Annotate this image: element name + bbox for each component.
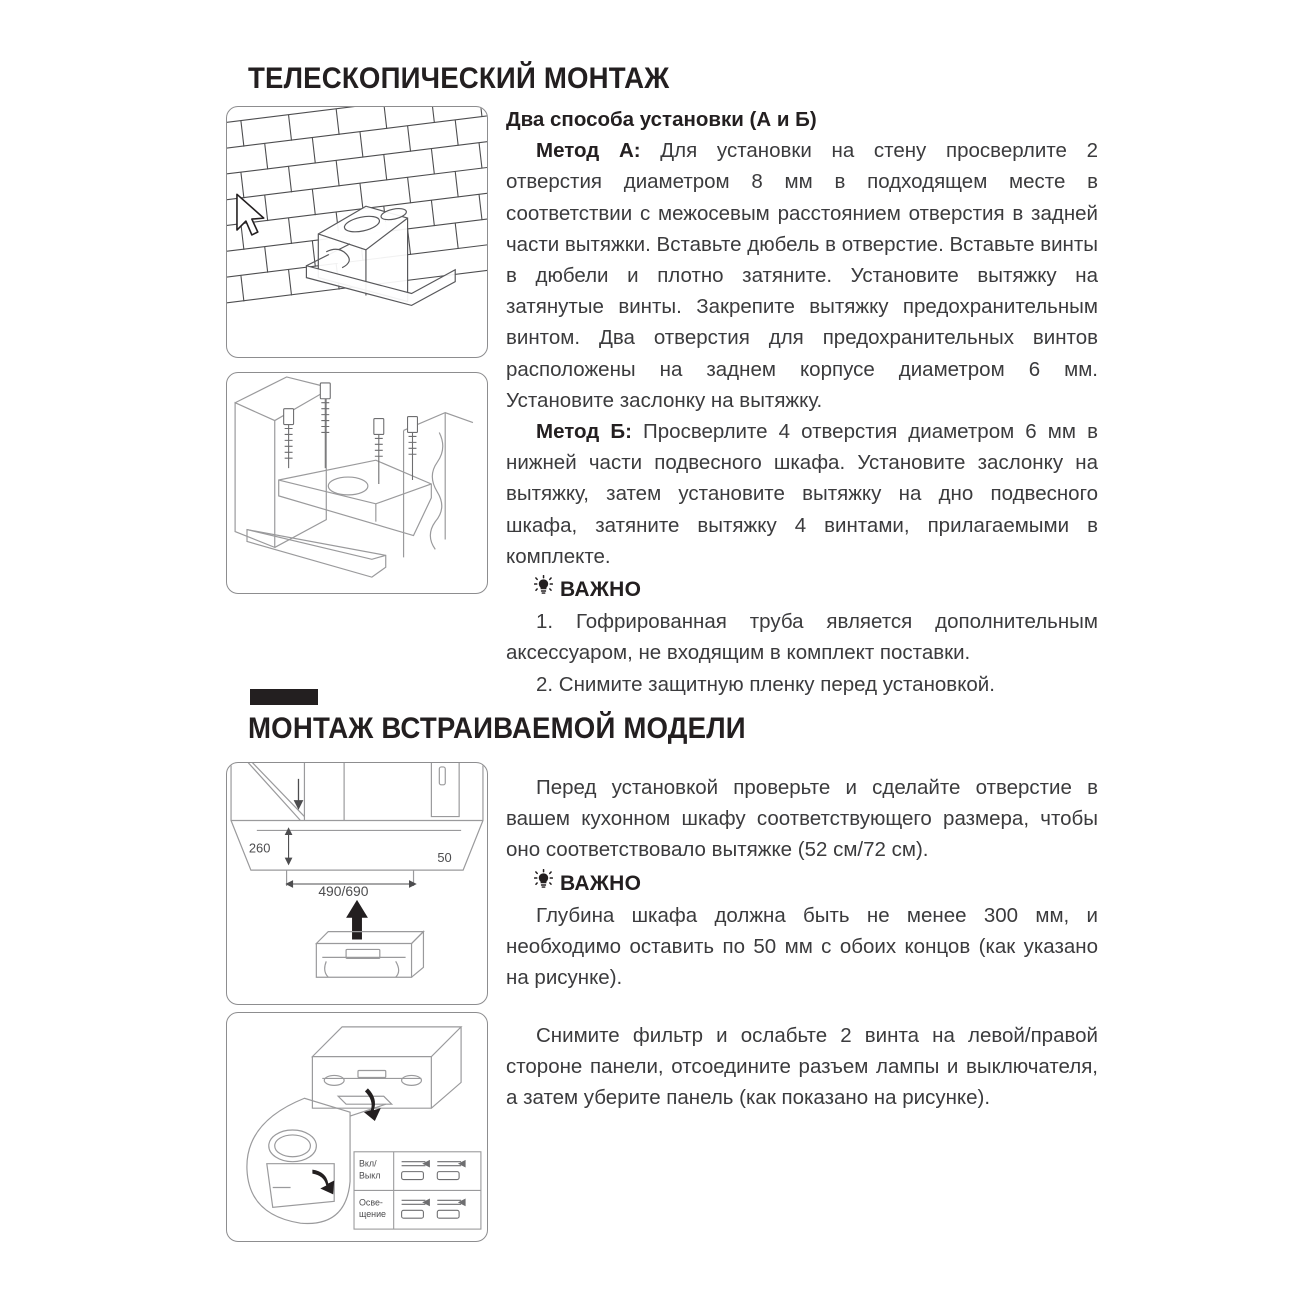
dimension-label-260 bbox=[249, 840, 270, 855]
hood-base-plate-icon bbox=[279, 460, 432, 535]
lightbulb-icon bbox=[534, 868, 553, 899]
duct-hole-icon bbox=[328, 477, 368, 495]
important-label: ВАЖНО bbox=[560, 871, 642, 895]
important-item-1: 1. Гофрированная труба является дополнительным аксессуаром, не входящим в комплект поставки. bbox=[506, 610, 1098, 665]
dimension-arrows-icon bbox=[286, 779, 416, 887]
table-label-onoff-line1: Вкл/ bbox=[358, 1158, 377, 1169]
important-label: ВАЖНО bbox=[560, 578, 642, 602]
paragraph-panel-removal: Снимите фильтр и ослабьте 2 винта на левой/правой стороне панели, отсоедините разъем лампы и выключателя, а затем уберите панель (как показано на рисунке). bbox=[506, 1024, 1098, 1110]
builtin-body-text-top bbox=[506, 772, 1098, 993]
section-heading-builtin: МОНТАЖ ВСТРАИВАЕМОЙ МОДЕЛИ bbox=[248, 712, 746, 745]
figure-cutout-dimensions bbox=[226, 762, 488, 1005]
important-item-2: 2. Снимите защитную пленку перед установкой. bbox=[536, 672, 995, 696]
svg-text:490/690: 490/690 bbox=[318, 882, 369, 899]
paragraph-method-b bbox=[506, 416, 1098, 572]
svg-text:50: 50 bbox=[437, 850, 452, 866]
table-label-onoff-line2: Выкл bbox=[358, 1170, 381, 1181]
front-panel-icon bbox=[247, 530, 386, 578]
section-heading-telescopic: ТЕЛЕСКОПИЧЕСКИЙ МОНТАЖ bbox=[248, 62, 670, 95]
method-a-lead-in: Метод А: bbox=[536, 139, 641, 163]
table-label-light-line2: щение bbox=[358, 1209, 387, 1220]
method-b-lead-in: Метод Б: bbox=[536, 420, 632, 444]
builtin-body-text-bottom bbox=[506, 1020, 1098, 1114]
dimension-label-490-690 bbox=[318, 883, 368, 899]
paragraph-cutout-check: Перед установкой проверьте и сделайте отверстие в вашем кухонном шкафу соответствующего размера, чтобы оно соответствовало вытяжке (52 см/72 см). bbox=[506, 776, 1098, 862]
wall-cabinet-icon bbox=[235, 377, 473, 557]
dimension-label-50 bbox=[437, 850, 451, 865]
cabinet-cutout-icon bbox=[231, 763, 483, 886]
figure-cabinet-screw-mount bbox=[226, 372, 488, 594]
important-notice-telescopic bbox=[506, 574, 1098, 605]
hood-unit-icon bbox=[316, 932, 423, 978]
important-notice-builtin bbox=[506, 868, 1098, 899]
lightbulb-icon bbox=[534, 574, 553, 605]
connector-symbols-icon bbox=[402, 1161, 465, 1218]
section-marker-bar bbox=[250, 689, 318, 705]
method-a-text: Для установки на стену просверлите 2 отверстия диаметром 8 мм в подходящем месте в соответствии с межосевым расстоянием отверстия в задней части вытяжки. Вставьте дюбель в отверстие. Вставьте винты в дюбели и плотно затяните. Установите вытяжку на затянутые винты. Закрепите вытяжку предохранительным винтом. Два отверстия для предохранительных винтов расположены на заднем корпусе диаметром 6 мм. Установите заслонку на вытяжку. bbox=[506, 139, 1098, 412]
figure-panel-removal bbox=[226, 1012, 488, 1242]
important-item-cabinet-depth: Глубина шкафа должна быть не менее 300 мм, и необходимо оставить по 50 мм с обоих концов (как указано на рисунке). bbox=[506, 903, 1098, 990]
hood-underside-icon bbox=[312, 1027, 461, 1108]
figure-hood-on-brick-wall bbox=[226, 106, 488, 358]
insert-arrow-icon bbox=[346, 900, 368, 940]
subheading-two-methods: Два способа установки (А и Б) bbox=[506, 108, 817, 131]
telescopic-body-text bbox=[506, 104, 1098, 700]
paragraph-method-a bbox=[506, 135, 1098, 416]
method-b-text: Просверлите 4 отверстия диаметром 6 мм в нижней части подвесного шкафа. Установите заслонку на вытяжку, затем установите вытяжку на дно подвесного шкафа, затяните вытяжку 4 винтами, прилагаемыми в комплекте. bbox=[506, 420, 1098, 568]
svg-text:260: 260 bbox=[248, 840, 271, 856]
table-label-light-line1: Осве- bbox=[358, 1197, 383, 1208]
